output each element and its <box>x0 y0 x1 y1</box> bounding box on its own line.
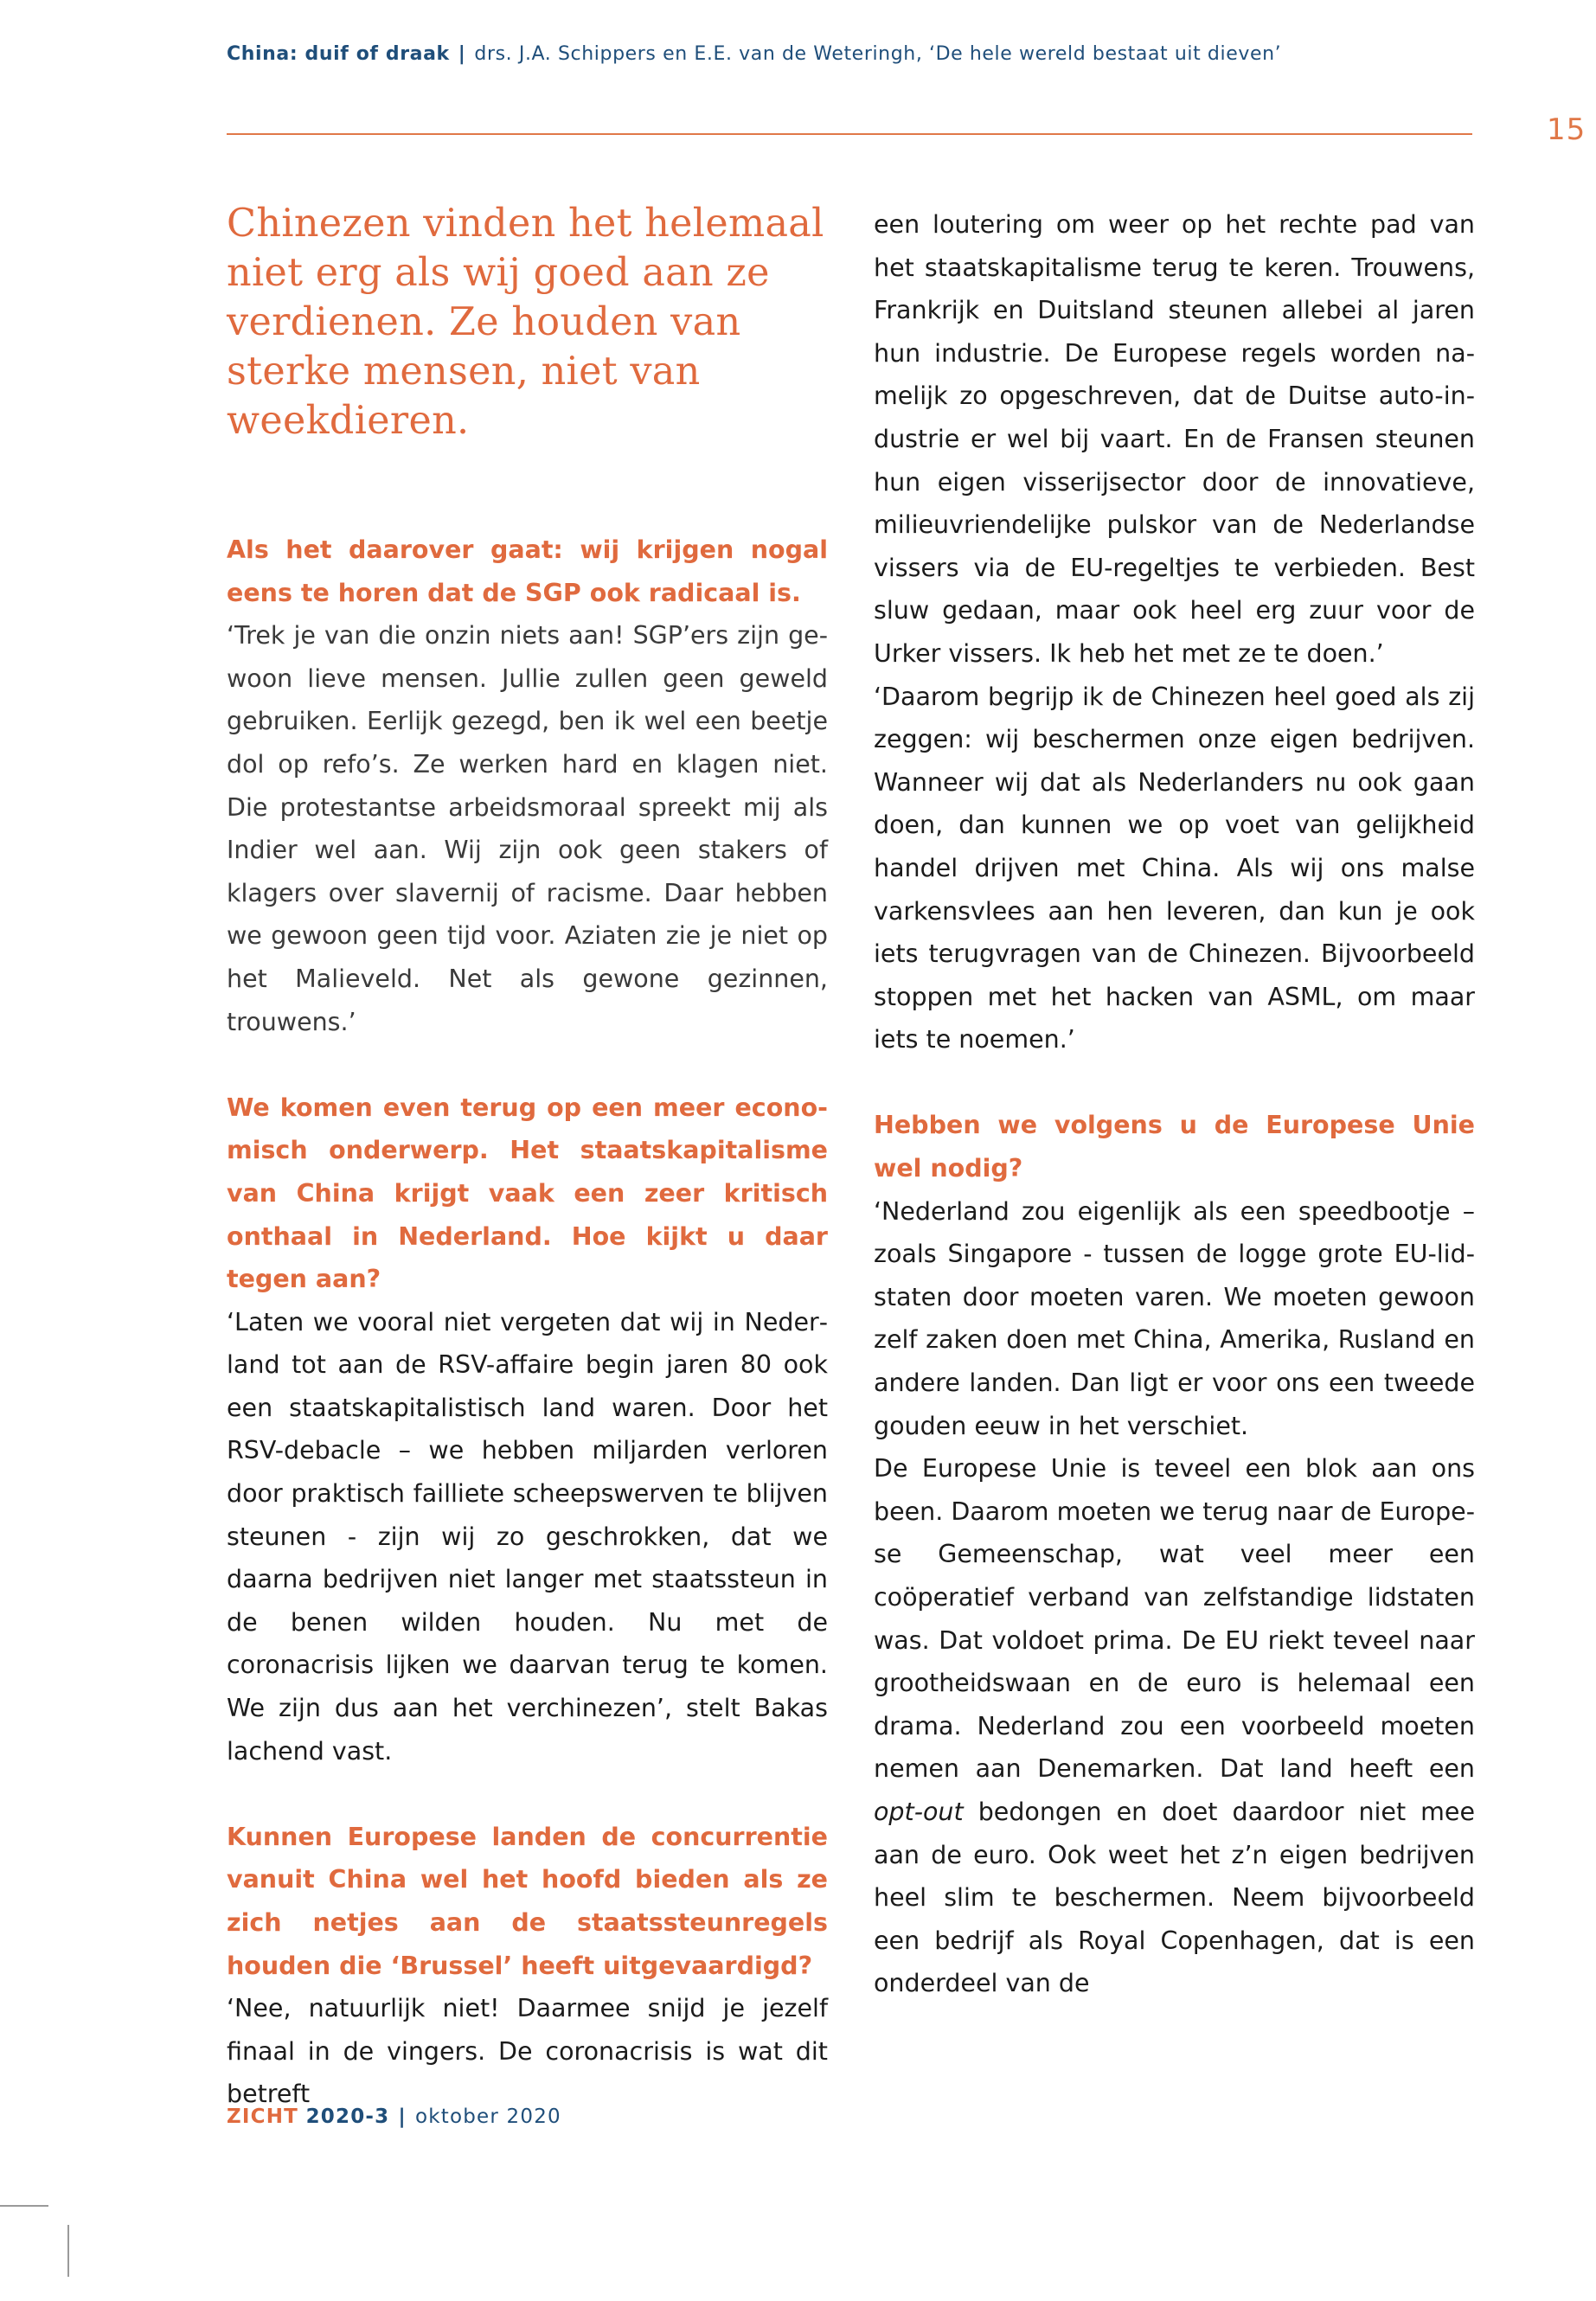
running-footer <box>227 2106 561 2128</box>
left-column <box>227 199 828 2116</box>
magazine-name: ZICHT <box>227 2106 299 2128</box>
interview-question: We komen even terug op een meer economisch onderwerp. Het staatskapitalisme van China krijgt vaak een zeer kritisch onthaal in Nederland. Hoe kijkt u daar tegen aan? <box>227 1093 828 1294</box>
publication-title: China: duif of draak <box>227 43 450 65</box>
italic-term: opt-out <box>874 1797 964 1826</box>
header-rule <box>227 133 1472 135</box>
header-separator: | <box>458 43 466 65</box>
issue-number: 2020-3 <box>305 2106 390 2128</box>
interview-question: Hebben we volgens u de Europese Unie wel nodig? <box>874 1111 1475 1183</box>
page-number: 15 <box>1547 112 1586 147</box>
interview-question: Als het daarover gaat: wij krijgen nogal eens te horen dat de SGP ook radicaal is. <box>227 535 828 607</box>
interview-answer: een loutering om weer op het rechte pad van het staatskapitalisme terug te keren. Trouwens, Frankrijk en Duitsland steunen allebei al jaren hun industrie. De Europese regels worden namelijk zo opgeschreven, dat de Duitse auto-industrie er wel bij vaart. En de Fransen steunen hun eigen visserijsector door de innovatieve, milieuvriendelijke pulskor van de Nederlandse vissers via de EU-regeltjes te verbieden. Best sluw gedaan, maar ook heel erg zuur voor de Urker vissers. Ik heb het met ze te doen.’ <box>874 210 1475 668</box>
interview-answer: ‘Trek je van die onzin niets aan! SGP’ers zijn gewoon lieve mensen. Jullie zullen geen geweld gebruiken. Eerlijk gezegd, ben ik wel een beetje dol op refo’s. Ze werken hard en klagen niet. Die protestantse arbeidsmoraal spreekt mij als Indier wel aan. Wij zijn ook geen stakers of klagers over slavernij of racisme. Daar hebben we gewoon geen tijd voor. Aziaten zie je niet op het Malieveld. Net als gewone gezinnen, trouwens.’ <box>227 621 828 1036</box>
footer-separator: | <box>398 2106 407 2128</box>
issue-date: oktober 2020 <box>414 2106 561 2128</box>
interview-question: Kunnen Europese landen de concurrentie vanuit China wel het hoofd bieden als ze zich netjes aan de staatssteunregels houden die ‘Brussel’ heeft uitgevaardigd? <box>227 1822 828 1980</box>
interview-answer: ‘Laten we vooral niet vergeten dat wij in Nederland tot aan de RSV-affaire begin jaren 80 ook een staatskapitalistisch land waren. Door het RSV-debacle – we hebben miljarden verloren door praktisch failliete scheepswerven te blijven steunen - zijn wij zo geschrokken, dat we daarna bedrijven niet langer met staatssteun in de benen wilden houden. Nu met de coronacrisis lijken we daarvan terug te komen. We zijn dus aan het verchinezen’, stelt Bakas lachend vast. <box>227 1307 828 1766</box>
article-byline: drs. J.A. Schippers en E.E. van de Weteringh, ‘De hele wereld bestaat uit dieven’ <box>474 43 1282 65</box>
pull-quote: Chinezen vinden het helemaal niet erg als wij goed aan ze verdienen. Ze houden van sterke mensen, niet van weekdieren. <box>227 202 824 443</box>
crop-mark-vertical <box>67 2225 69 2277</box>
interview-answer <box>874 1447 1475 2005</box>
running-header <box>227 43 1281 65</box>
interview-answer: ‘Daarom begrijp ik de Chinezen heel goed als zij zeggen: wij beschermen onze eigen bedrijven. Wanneer wij dat als Nederlanders nu ook gaan doen, dan kunnen we op voet van gelijkheid handel drijven met China. Als wij ons malse varkensvlees aan hen leveren, dan kun je ook iets terugvragen van de Chinezen. Bijvoorbeeld stoppen met het hacken van ASML, om maar iets te noemen.’ <box>874 682 1475 1054</box>
interview-answer: ‘Nee, natuurlijk niet! Daarmee snijd je jezelf finaal in de vingers. De coronacrisis is wat dit betreft <box>227 1994 828 2109</box>
interview-answer: ‘Nederland zou eigenlijk als een speedbootje – zoals Singapore - tussen de logge grote EU-lidstaten door moeten varen. We moeten gewoon zelf zaken doen met China, Amerika, Rusland en andere landen. Dan ligt er voor ons een tweede gouden eeuw in het verschiet. <box>874 1196 1475 1440</box>
crop-mark-horizontal <box>0 2205 48 2207</box>
right-column <box>874 203 1475 2005</box>
answer-text: bedongen en doet daardoor niet mee aan de euro. Ook weet het z’n eigen bedrijven heel slim te beschermen. Neem bijvoorbeeld een bedrijf als Royal Copenhagen, dat is een onderdeel van de <box>874 1797 1475 1998</box>
answer-text: De Europese Unie is teveel een blok aan ons been. Daarom moeten we terug naar de Europese Gemeenschap, wat veel meer een coöperatief verband van zelfstandige lidstaten was. Dat voldoet prima. De EU riekt teveel naar grootheidswaan en de euro is helemaal een drama. Nederland zou een voorbeeld moeten nemen aan Denemarken. Dat land heeft een <box>874 1454 1475 1784</box>
